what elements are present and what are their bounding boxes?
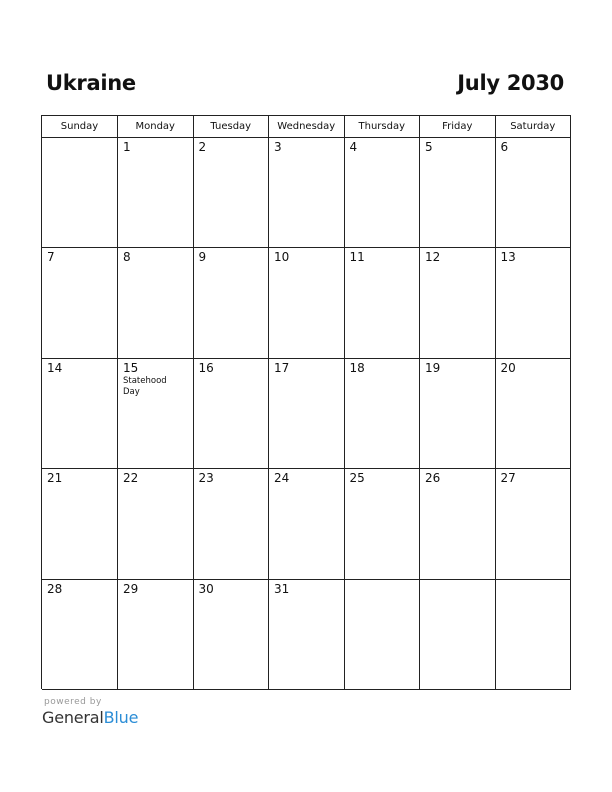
calendar-grid	[41, 115, 571, 689]
day-cell	[193, 469, 269, 580]
day-cell	[269, 579, 345, 690]
day-cell	[495, 358, 571, 469]
day-number: 3	[274, 139, 282, 154]
day-cell	[42, 137, 118, 248]
day-cell	[269, 358, 345, 469]
day-cell	[193, 137, 269, 248]
day-cell	[495, 469, 571, 580]
day-cell	[42, 358, 118, 469]
day-number: 13	[500, 250, 516, 264]
day-number: 25	[349, 471, 365, 485]
weekday-header: Thursday	[344, 116, 420, 137]
day-number: 6	[500, 139, 509, 154]
week-row	[42, 579, 571, 690]
day-number: 12	[425, 250, 441, 264]
day-number	[345, 580, 420, 582]
day-number: 26	[425, 471, 441, 485]
weekday-header: Sunday	[42, 116, 118, 137]
week-row	[42, 248, 571, 359]
week-row	[42, 469, 571, 580]
day-number: 9	[198, 250, 207, 264]
day-number: 31	[274, 581, 290, 596]
weekday-header: Saturday	[495, 116, 571, 137]
powered-by-label: powered by	[44, 697, 102, 707]
day-number: 1	[123, 139, 131, 154]
day-number: 22	[123, 471, 139, 485]
day-number	[496, 580, 571, 582]
day-cell	[269, 469, 345, 580]
day-number: 20	[500, 360, 516, 375]
day-number: 11	[349, 250, 365, 264]
day-cell	[344, 579, 420, 690]
weekday-header: Tuesday	[193, 116, 269, 137]
day-cell	[495, 579, 571, 690]
day-number: 21	[47, 471, 63, 485]
day-cell	[269, 248, 345, 359]
day-number: 16	[198, 360, 214, 375]
week-row	[42, 137, 571, 248]
day-cell	[118, 469, 194, 580]
day-cell	[344, 248, 420, 359]
day-cell	[118, 358, 194, 469]
day-cell	[42, 248, 118, 359]
day-number: 7	[47, 250, 55, 264]
day-cell	[193, 358, 269, 469]
weekday-header-row	[42, 116, 571, 137]
day-cell	[118, 137, 194, 248]
day-cell	[495, 137, 571, 248]
day-cell	[118, 579, 194, 690]
day-number: 27	[500, 471, 516, 485]
day-cell	[269, 137, 345, 248]
day-cell	[420, 358, 496, 469]
day-number: 2	[198, 139, 207, 154]
calendar-month-title: July 2030	[457, 71, 564, 95]
day-number: 23	[198, 471, 214, 485]
day-cell	[42, 579, 118, 690]
day-cell	[344, 469, 420, 580]
day-cell	[495, 248, 571, 359]
day-cell	[42, 469, 118, 580]
day-cell	[118, 248, 194, 359]
day-number: 29	[123, 581, 139, 596]
weekday-header: Wednesday	[269, 116, 345, 137]
day-number: 30	[198, 581, 214, 596]
day-cell	[420, 248, 496, 359]
day-cell	[344, 358, 420, 469]
generalblue-logo[interactable]	[42, 708, 138, 727]
day-number: 19	[425, 360, 441, 375]
day-cell	[193, 248, 269, 359]
day-number: 14	[47, 360, 63, 375]
day-number	[420, 580, 495, 582]
day-cell	[420, 137, 496, 248]
day-cell	[344, 137, 420, 248]
logo-text-general: General	[42, 708, 104, 727]
day-number: 15	[123, 360, 139, 375]
calendar-country-title: Ukraine	[46, 71, 136, 95]
day-cell	[193, 579, 269, 690]
day-number: 8	[123, 250, 131, 264]
day-cell	[420, 579, 496, 690]
calendar-table	[42, 116, 571, 690]
week-row	[42, 358, 571, 469]
day-number: 5	[425, 139, 433, 154]
weekday-header: Monday	[118, 116, 194, 137]
day-cell	[420, 469, 496, 580]
logo-text-blue: Blue	[103, 708, 139, 727]
day-number: 17	[274, 360, 290, 375]
day-number: 28	[47, 581, 63, 596]
day-number: 24	[274, 471, 290, 485]
weekday-header: Friday	[420, 116, 496, 137]
day-number	[42, 138, 117, 140]
holiday-label: Statehood Day	[123, 375, 167, 397]
day-number: 4	[349, 139, 358, 154]
day-number: 10	[274, 250, 290, 264]
day-number: 18	[349, 360, 365, 375]
